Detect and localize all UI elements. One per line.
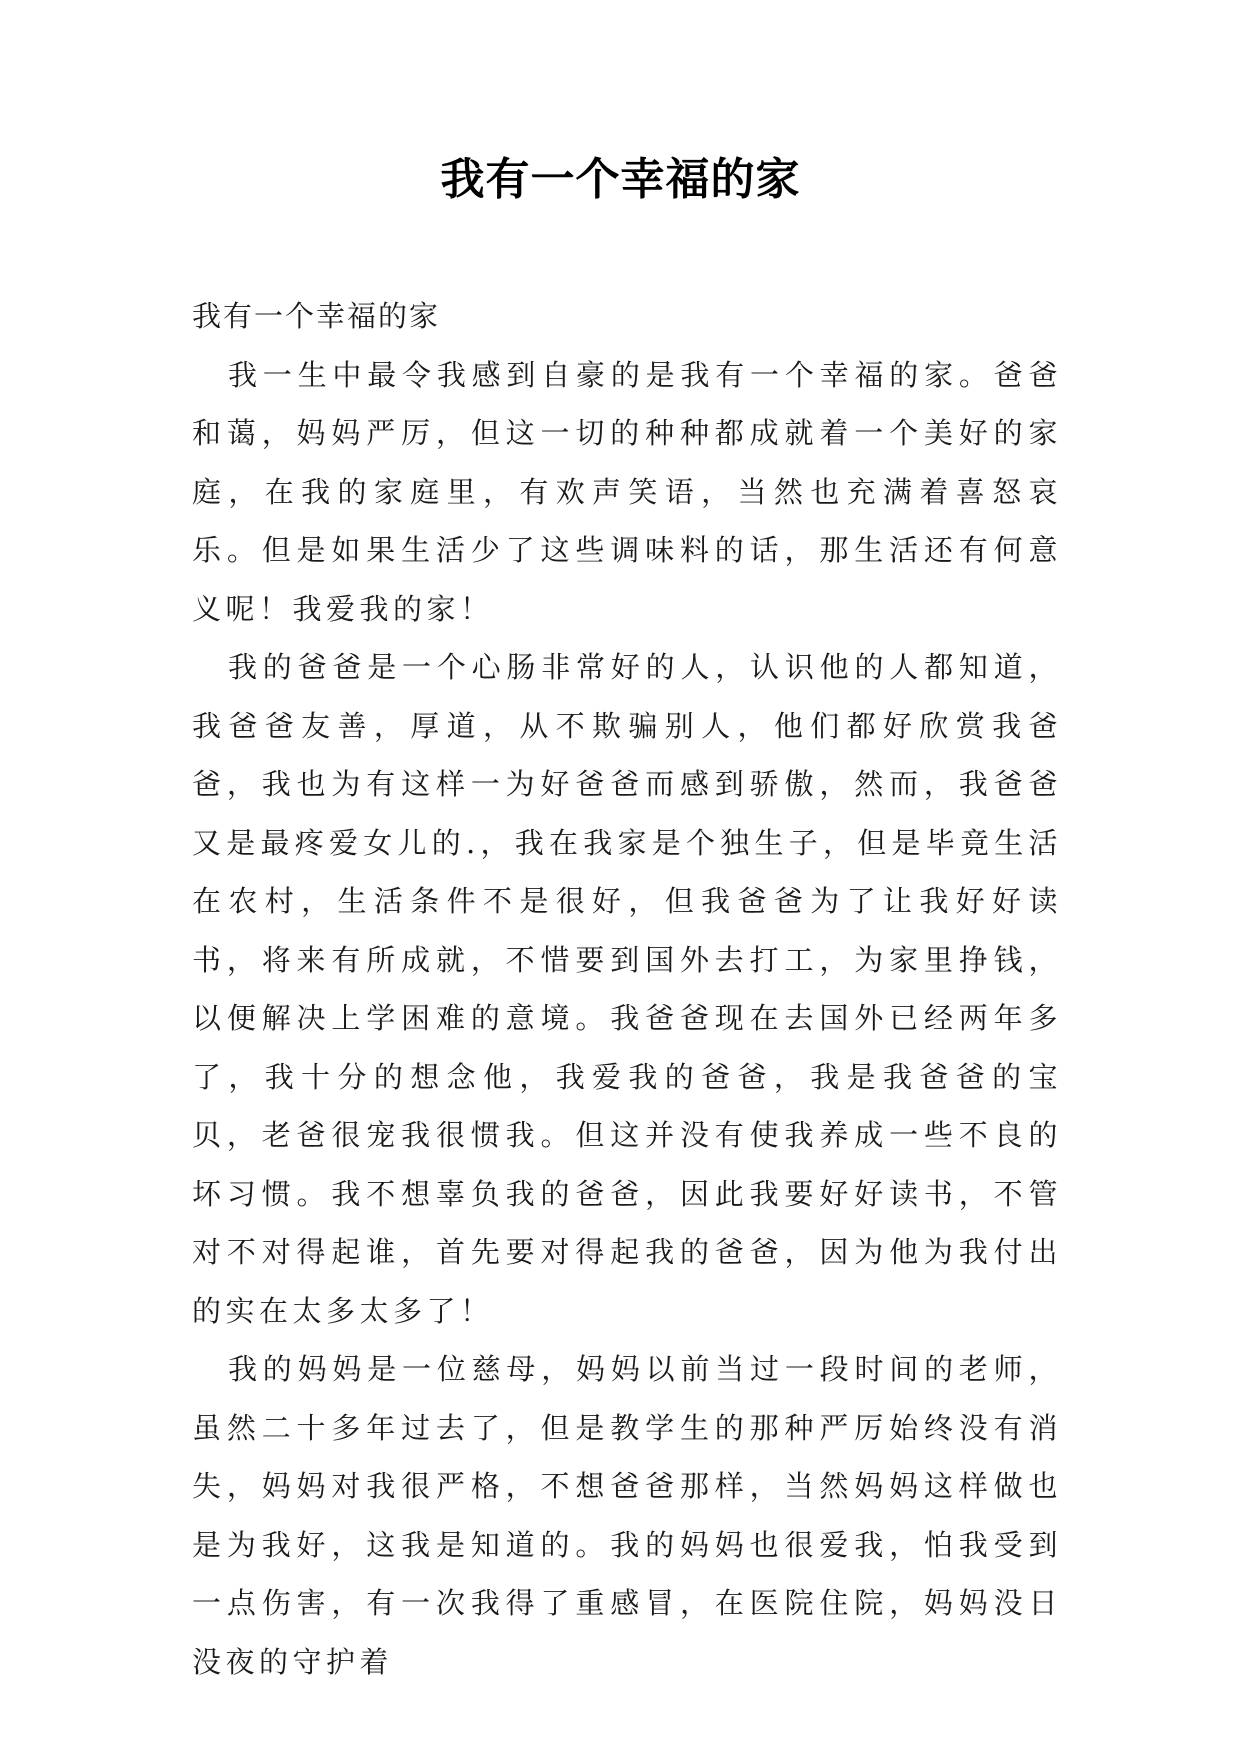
paragraph-father: 我的爸爸是一个心肠非常好的人，认识他的人都知道，我爸爸友善，厚道，从不欺骗别人，他们都好欣赏我爸爸，我也为有这样一为好爸爸而感到骄傲，然而，我爸爸又是最疼爱女儿的.，我在我家是个独生子，但是毕竟生活在农村，生活条件不是很好，但我爸爸为了让我好好读书，将来有所成就，不惜要到国外去打工，为家里挣钱，以便解决上学困难的意境。我爸爸现在去国外已经两年多了，我十分的想念他，我爱我的爸爸，我是我爸爸的宝贝，老爸很宠我很惯我。但这并没有使我养成一些不良的坏习惯。我不想辜负我的爸爸，因此我要好好读书，不管对不对得起谁，首先要对得起我的爸爸，因为他为我付出的实在太多太多了！ (192, 650, 1062, 1328)
document-title: 我有一个幸福的家 (440, 154, 801, 205)
paragraph-mother: 我的妈妈是一位慈母，妈妈以前当过一段时间的老师，虽然二十多年过去了，但是教学生的那种严厉始终没有消失，妈妈对我很严格，不想爸爸那样，当然妈妈这样做也是为我好，这我是知道的。我的妈妈也很爱我，怕我受到一点伤害，有一次我得了重感冒，在医院住院，妈妈没日没夜的守护着 (192, 1352, 1062, 1679)
document-subtitle: 我有一个幸福的家 (192, 299, 441, 333)
document-body (192, 287, 1062, 1691)
paragraph-intro: 我一生中最令我感到自豪的是我有一个幸福的家。爸爸和蔼，妈妈严厉，但这一切的种种都成就着一个美好的家庭，在我的家庭里，有欢声笑语，当然也充满着喜怒哀乐。但是如果生活少了这些调味料的话，那生活还有何意义呢！我爱我的家！ (192, 357, 1062, 626)
